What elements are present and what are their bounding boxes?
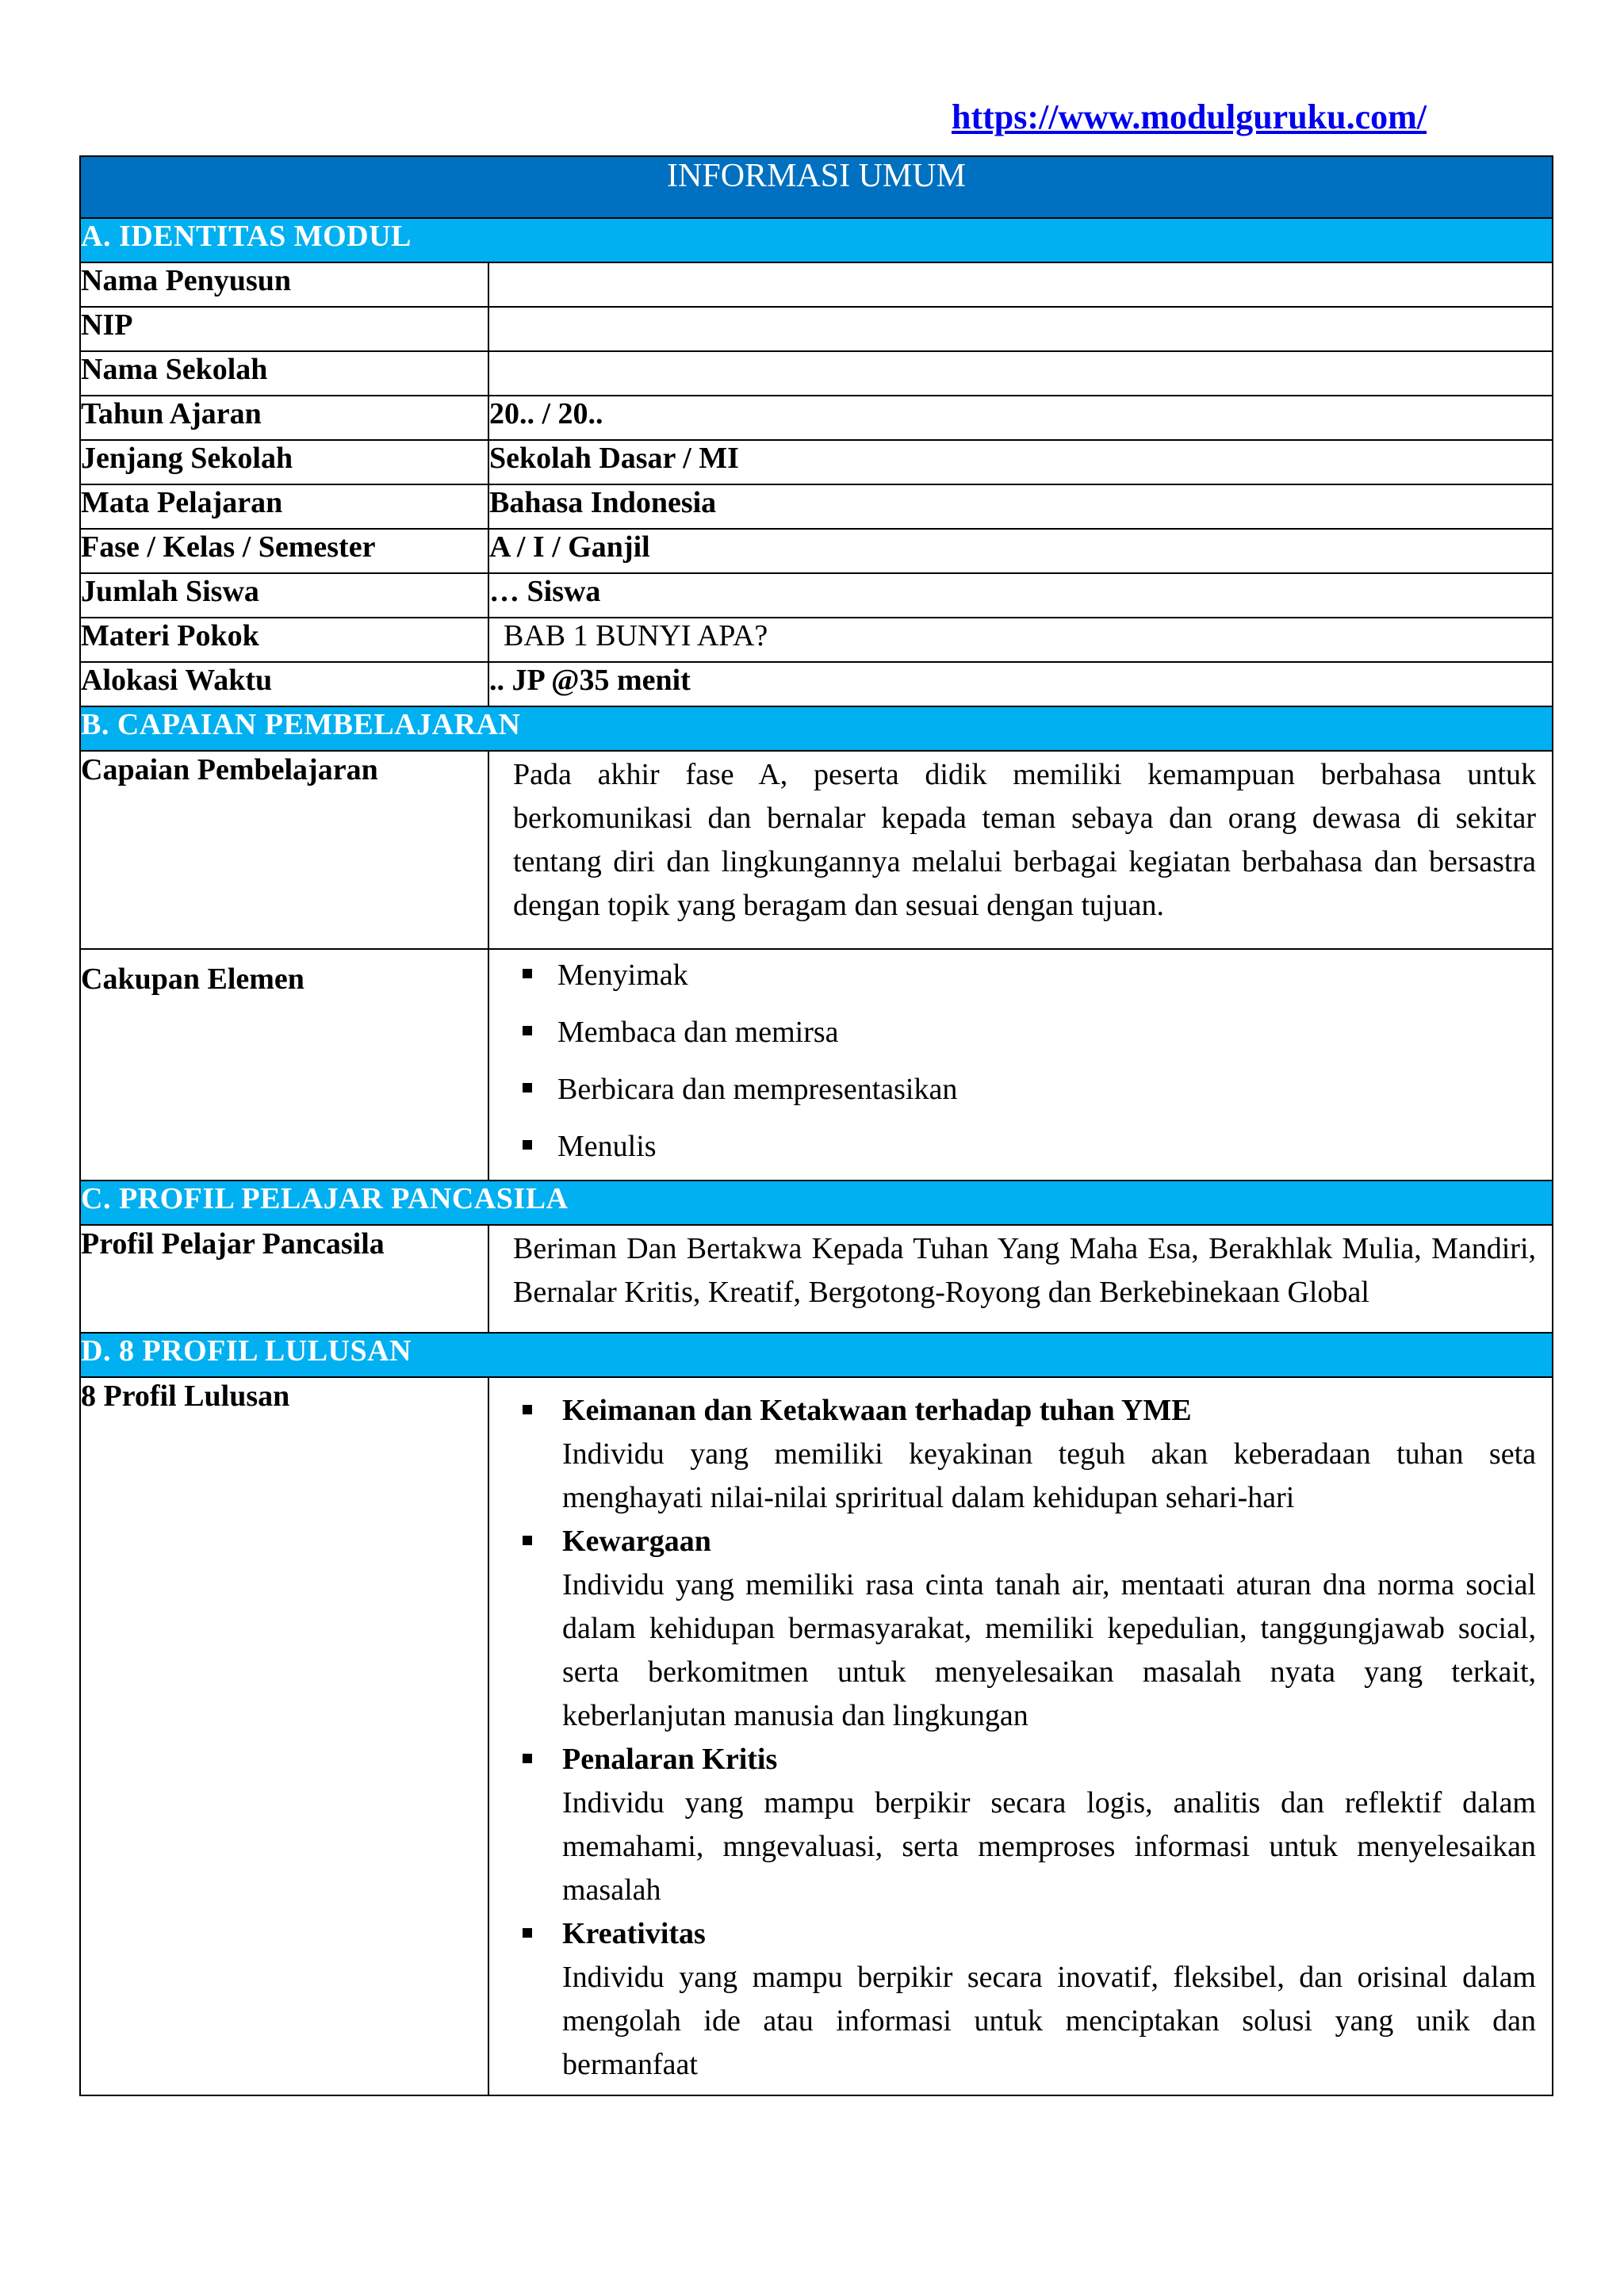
row-value [488, 351, 1553, 396]
list-item: Menyimak [513, 956, 1552, 994]
table-title: INFORMASI UMUM [80, 156, 1553, 218]
capaian-label: Capaian Pembelajaran [80, 751, 488, 949]
profil-title: Penalaran Kritis [562, 1743, 778, 1776]
row-label: Tahun Ajaran [80, 396, 488, 440]
table-row [80, 262, 1553, 307]
table-row-capaian [80, 751, 1553, 949]
capaian-text: Pada akhir fase A, peserta didik memiliki kemampuan berbahasa untuk berkomunikasi dan bernalar kepada teman sebaya dan orang dewasa di sekitar tentang diri dan lingkungannya melalui berbagai kegiatan berbahasa dan bersastra dengan topik yang beragam dan sesuai dengan tujuan. [513, 758, 1536, 922]
table-row [80, 396, 1553, 440]
row-label: Jenjang Sekolah [80, 440, 488, 484]
profil-pancasila-text: Beriman Dan Bertakwa Kepada Tuhan Yang Maha Esa, Berakhlak Mulia, Mandiri, Bernalar Kritis, Kreatif, Bergotong-Royong dan Berkebinekaan Global [513, 1232, 1536, 1309]
profil-description: Individu yang memiliki rasa cinta tanah air, mentaati aturan dna norma social dalam kehidupan bermasyarakat, memiliki kepedulian, tanggungjawab social, serta berkomitmen untuk menyelesaikan masalah nyata yang terkait, keberlanjutan manusia dan lingkungan [562, 1568, 1536, 1732]
table-row [80, 440, 1553, 484]
table-row [80, 662, 1553, 706]
list-item: Berbicara dan mempresentasikan [513, 1070, 1552, 1108]
table-row [80, 307, 1553, 351]
profil-lulusan-label: 8 Profil Lulusan [80, 1377, 488, 2095]
row-label: Fase / Kelas / Semester [80, 529, 488, 573]
profil-lulusan-list [489, 1378, 1552, 2095]
row-value: Sekolah Dasar / MI [488, 440, 1553, 484]
profil-pancasila-label: Profil Pelajar Pancasila [80, 1225, 488, 1333]
row-value: … Siswa [488, 573, 1553, 618]
website-link[interactable]: https://www.modulguruku.com/ [952, 98, 1427, 136]
section-heading-profil-lulusan: D. 8 PROFIL LULUSAN [80, 1333, 1553, 1377]
list-item [513, 1738, 1536, 1912]
capaian-cell [488, 751, 1553, 949]
row-label: Mata Pelajaran [80, 484, 488, 529]
table-row-profil-pancasila [80, 1225, 1553, 1333]
table-row [80, 484, 1553, 529]
list-item [513, 1389, 1536, 1520]
row-label: Materi Pokok [80, 618, 488, 662]
table-row-profil-lulusan [80, 1377, 1553, 2095]
row-value: BAB 1 BUNYI APA? [488, 618, 1553, 662]
profil-pancasila-cell [488, 1225, 1553, 1333]
table-row [80, 618, 1553, 662]
cakupan-list [489, 950, 1552, 1177]
row-label: NIP [80, 307, 488, 351]
cakupan-label: Cakupan Elemen [80, 949, 488, 1181]
row-value: Bahasa Indonesia [488, 484, 1553, 529]
table-row [80, 573, 1553, 618]
profil-description: Individu yang memiliki keyakinan teguh akan keberadaan tuhan seta menghayati nilai-nilai spriritual dalam kehidupan sehari-hari [562, 1437, 1536, 1514]
row-label: Nama Penyusun [80, 262, 488, 307]
list-item [513, 1520, 1536, 1738]
profil-title: Keimanan dan Ketakwaan terhadap tuhan YME [562, 1394, 1192, 1427]
row-label: Alokasi Waktu [80, 662, 488, 706]
row-value [488, 262, 1553, 307]
row-label: Nama Sekolah [80, 351, 488, 396]
section-heading-capaian: B. CAPAIAN PEMBELAJARAN [80, 706, 1553, 751]
profil-title: Kewargaan [562, 1525, 711, 1558]
profil-description: Individu yang mampu berpikir secara inovatif, fleksibel, dan orisinal dalam mengolah ide atau informasi untuk menciptakan solusi yang unik dan bermanfaat [562, 1961, 1536, 2081]
list-item [513, 1912, 1536, 2087]
profil-description: Individu yang mampu berpikir secara logis, analitis dan reflektif dalam memahami, mngevaluasi, serta memproses informasi untuk menyelesaikan masalah [562, 1786, 1536, 1907]
row-value: .. JP @35 menit [488, 662, 1553, 706]
list-item: Membaca dan memirsa [513, 1013, 1552, 1051]
informasi-umum-table [79, 155, 1553, 2096]
table-row [80, 351, 1553, 396]
list-item: Menulis [513, 1127, 1552, 1165]
profil-title: Kreativitas [562, 1917, 706, 1950]
table-row-cakupan [80, 949, 1553, 1181]
row-value: 20.. / 20.. [488, 396, 1553, 440]
section-heading-profil-pancasila: C. PROFIL PELAJAR PANCASILA [80, 1181, 1553, 1225]
profil-lulusan-cell [488, 1377, 1553, 2095]
section-heading-identitas: A. IDENTITAS MODUL [80, 218, 1553, 262]
row-value: A / I / Ganjil [488, 529, 1553, 573]
cakupan-cell [488, 949, 1553, 1181]
table-row [80, 529, 1553, 573]
row-value [488, 307, 1553, 351]
row-label: Jumlah Siswa [80, 573, 488, 618]
